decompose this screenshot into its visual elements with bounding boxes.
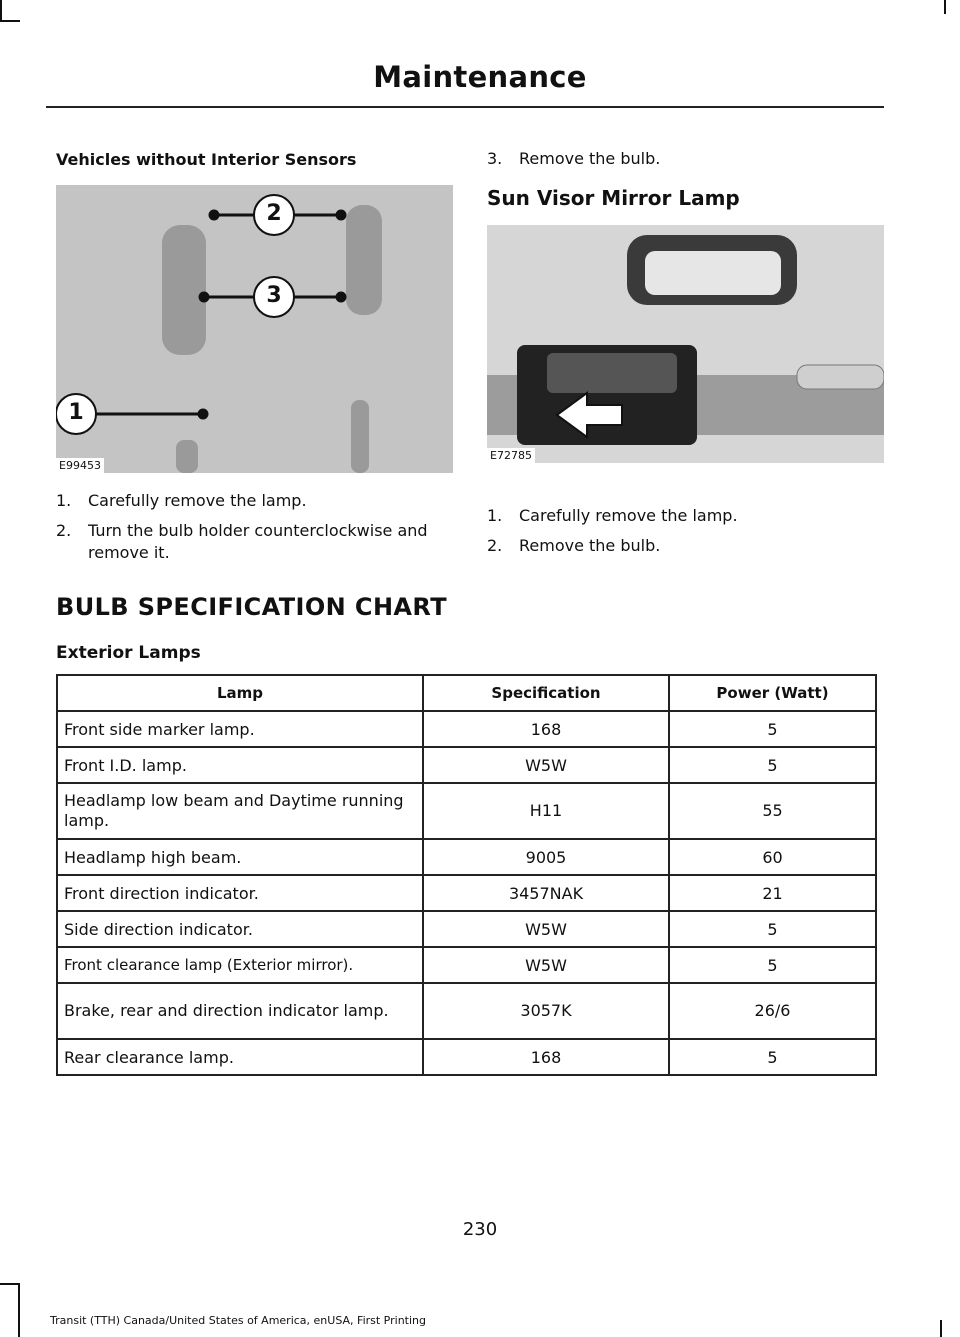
figure-code: E99453	[56, 458, 104, 473]
step-text: Remove the bulb.	[519, 536, 661, 555]
step-item	[487, 535, 887, 557]
table-row	[57, 747, 876, 783]
crop-mark	[0, 1283, 20, 1285]
power-cell: 55	[669, 783, 876, 839]
step-number: 1.	[487, 506, 503, 525]
step-number: 2.	[487, 536, 503, 555]
step-item	[56, 490, 456, 512]
lamp-cell: Front clearance lamp (Exterior mirror).	[57, 947, 423, 983]
lamp-cell: Headlamp low beam and Daytime running lamp.	[57, 783, 423, 839]
step-number: 3.	[487, 149, 503, 168]
lamp-cell: Front I.D. lamp.	[57, 747, 423, 783]
header-power: Power (Watt)	[669, 675, 876, 711]
spec-cell: 3057K	[423, 983, 669, 1039]
step-text: Carefully remove the lamp.	[88, 491, 307, 510]
header-specification: Specification	[423, 675, 669, 711]
table-row	[57, 783, 876, 839]
table-row	[57, 839, 876, 875]
crop-mark	[0, 0, 2, 22]
section-subheading: Vehicles without Interior Sensors	[56, 150, 357, 169]
step-item	[56, 520, 456, 564]
interior-lamp-illustration	[56, 185, 453, 473]
spec-cell: 9005	[423, 839, 669, 875]
step-item	[487, 505, 887, 527]
crop-mark	[944, 0, 946, 14]
header-divider	[46, 106, 884, 108]
power-cell: 21	[669, 875, 876, 911]
left-column	[56, 146, 456, 169]
right-steps	[487, 505, 887, 557]
step-number: 1.	[56, 491, 72, 510]
lamp-cell: Front side marker lamp.	[57, 711, 423, 747]
lamp-cell: Front direction indicator.	[57, 875, 423, 911]
spec-cell: 3457NAK	[423, 875, 669, 911]
spec-cell: W5W	[423, 747, 669, 783]
sun-visor-lamp-figure	[487, 225, 884, 463]
spec-cell: H11	[423, 783, 669, 839]
table-header-row	[57, 675, 876, 711]
spec-cell: 168	[423, 1039, 669, 1075]
crop-mark	[18, 1283, 20, 1337]
figure-code: E72785	[487, 448, 535, 463]
step-text: Remove the bulb.	[519, 149, 661, 168]
sun-visor-illustration	[487, 225, 884, 463]
lamp-cell: Headlamp high beam.	[57, 839, 423, 875]
spec-cell: W5W	[423, 911, 669, 947]
power-cell: 5	[669, 911, 876, 947]
page-title: Maintenance	[373, 60, 587, 94]
header-lamp: Lamp	[57, 675, 423, 711]
left-steps	[56, 490, 456, 564]
lamp-cell: Side direction indicator.	[57, 911, 423, 947]
table-row	[57, 711, 876, 747]
chart-title: BULB SPECIFICATION CHART	[56, 593, 447, 621]
table-row	[57, 875, 876, 911]
power-cell: 60	[669, 839, 876, 875]
bulb-spec-table	[56, 674, 877, 1076]
table-row	[57, 947, 876, 983]
crop-mark	[940, 1320, 942, 1337]
table-row	[57, 1039, 876, 1075]
callout-3: 3	[266, 283, 282, 308]
power-cell: 5	[669, 747, 876, 783]
lamp-cell: Rear clearance lamp.	[57, 1039, 423, 1075]
spec-cell: 168	[423, 711, 669, 747]
power-cell: 5	[669, 947, 876, 983]
step-text: Carefully remove the lamp.	[519, 506, 738, 525]
power-cell: 26/6	[669, 983, 876, 1039]
chart-subtitle: Exterior Lamps	[56, 643, 201, 663]
step-text: Turn the bulb holder counterclockwise and remove it.	[88, 521, 428, 562]
power-cell: 5	[669, 711, 876, 747]
footer-text: Transit (TTH) Canada/United States of America, enUSA, First Printing	[50, 1314, 426, 1327]
step-number: 2.	[56, 521, 72, 540]
section-heading: Sun Visor Mirror Lamp	[487, 186, 740, 210]
power-cell: 5	[669, 1039, 876, 1075]
callout-2: 2	[266, 201, 282, 226]
table-row	[57, 911, 876, 947]
interior-lamp-figure	[56, 185, 453, 473]
callout-1: 1	[68, 400, 84, 425]
table-row	[57, 983, 876, 1039]
crop-mark	[0, 20, 20, 22]
right-step-3	[487, 148, 887, 170]
spec-cell: W5W	[423, 947, 669, 983]
lamp-cell: Brake, rear and direction indicator lamp.	[57, 983, 423, 1039]
page-number: 230	[462, 1219, 498, 1240]
